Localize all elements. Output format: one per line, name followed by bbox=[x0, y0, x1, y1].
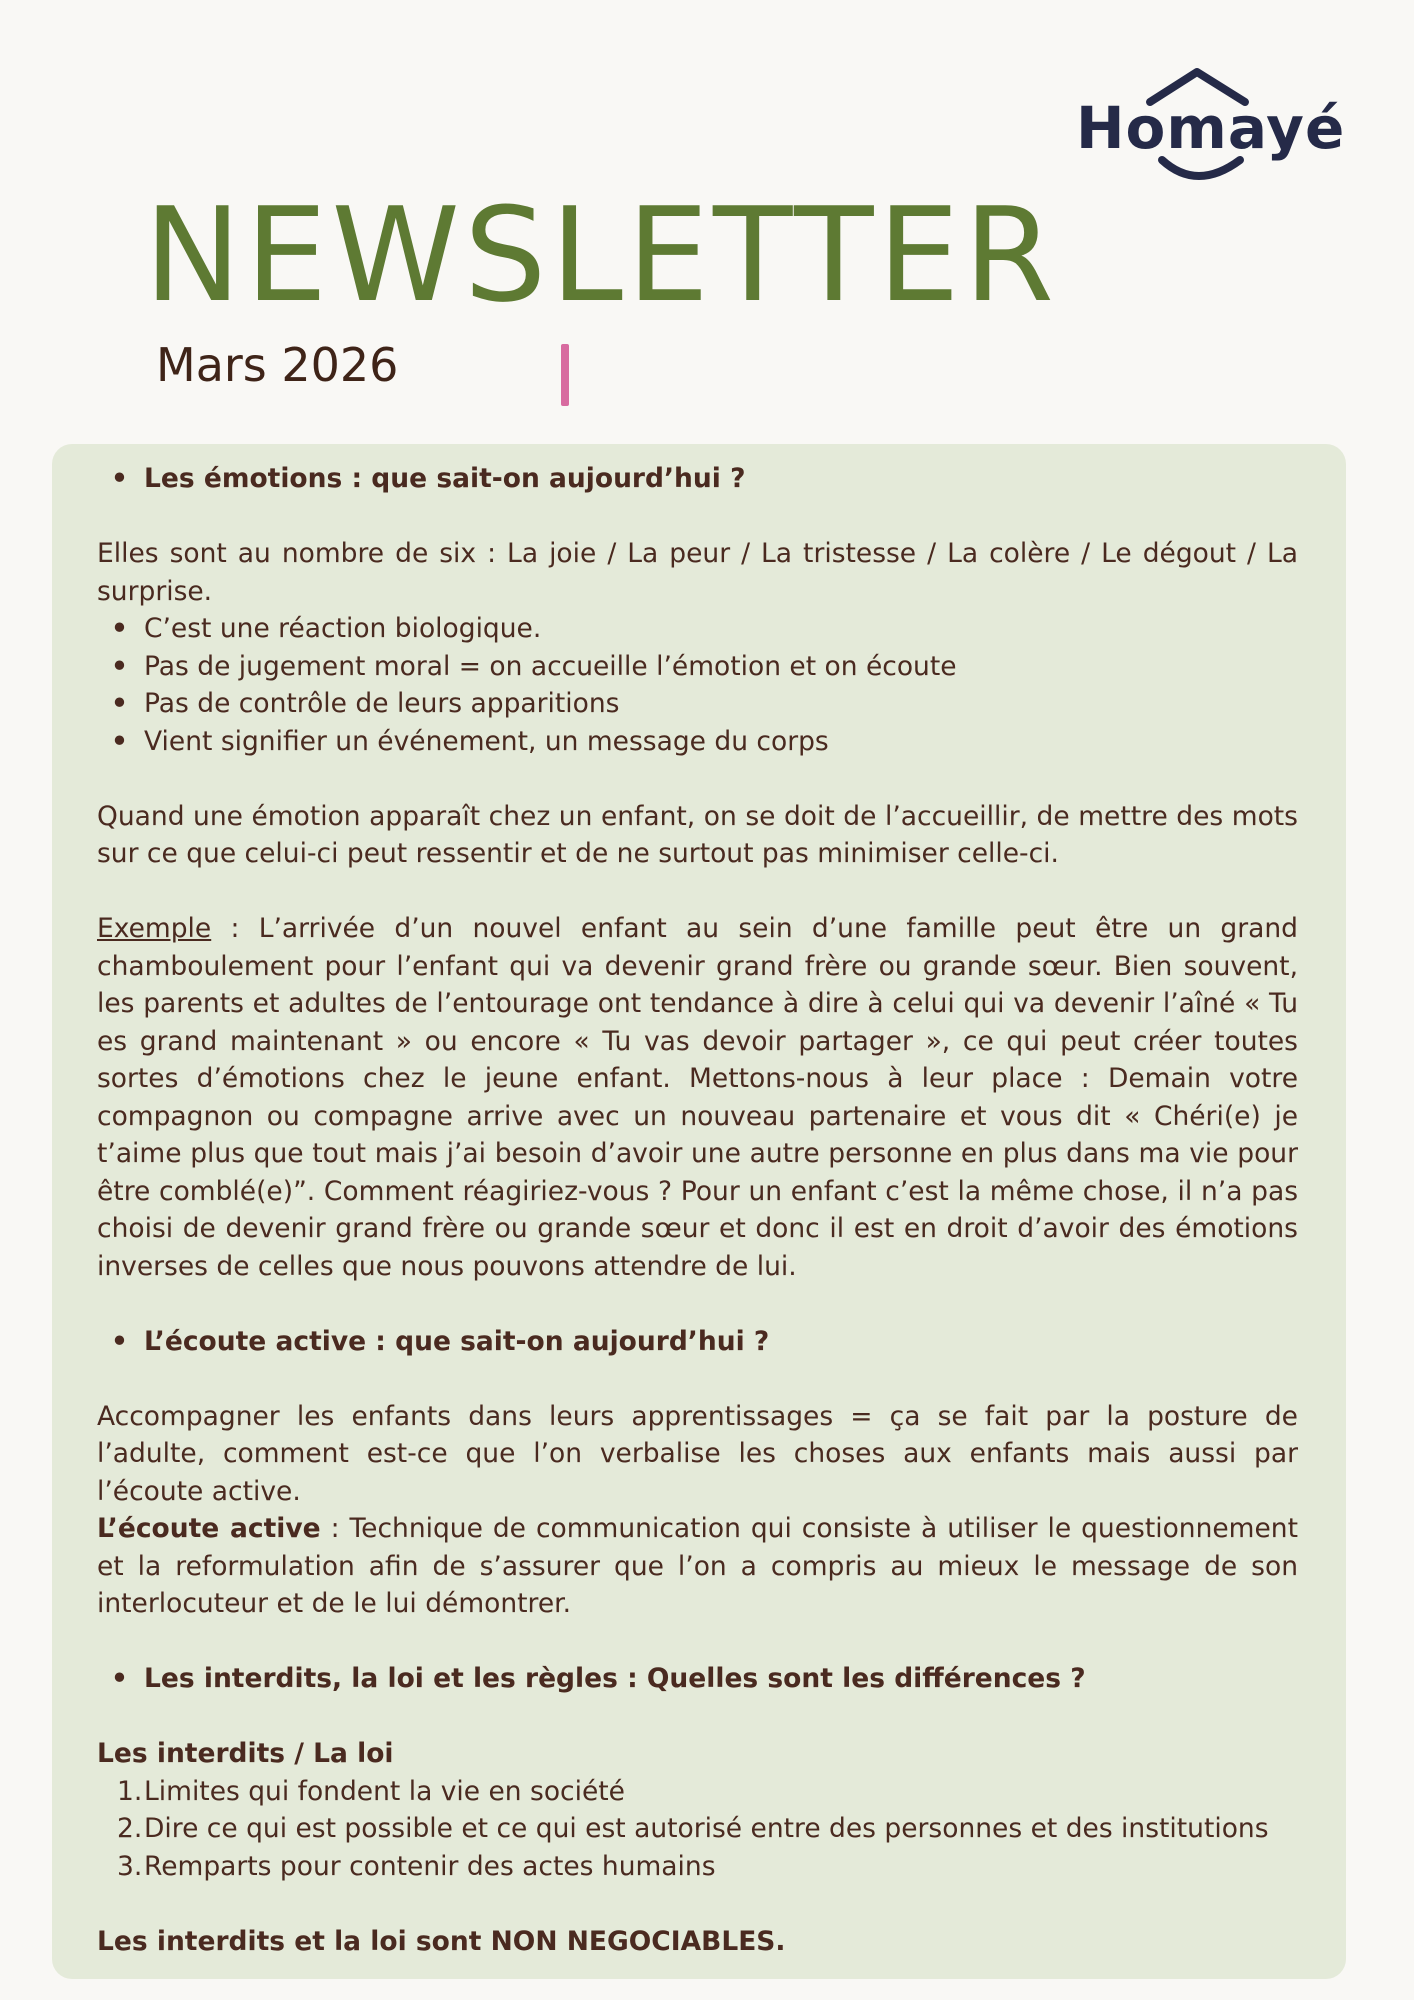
homaye-logo bbox=[1070, 62, 1370, 202]
item-number: 2. bbox=[117, 1813, 143, 1844]
newsletter-title: NEWSLETTER bbox=[144, 179, 1059, 331]
bullet-item: • Vient signifier un événement, un message du corps bbox=[97, 723, 1298, 761]
section3-conclusion: Les interdits et la loi sont NON NEGOCIABLES. bbox=[97, 1925, 786, 1957]
section3-heading-list bbox=[97, 1660, 1298, 1698]
section1-heading: • Les émotions : que sait-on aujourd’hui ? bbox=[97, 460, 1298, 498]
issue-date: Mars 2026 bbox=[156, 338, 399, 392]
content-panel bbox=[52, 444, 1346, 1979]
section3-subheading: Les interdits / La loi bbox=[97, 1738, 394, 1769]
numbered-item bbox=[97, 1848, 1298, 1886]
section3-list bbox=[97, 1773, 1298, 1886]
bullet-item: • C’est une réaction biologique. bbox=[97, 610, 1298, 648]
section1-heading-list bbox=[97, 460, 1298, 498]
section1-paragraph: Quand une émotion apparaît chez un enfant, on se doit de l’accueillir, de mettre des mots sur ce que celui-ci peut ressentir et de ne surtout pas minimiser celle-ci. bbox=[97, 800, 1298, 869]
definition-text: : Technique de communication qui consiste à utiliser le questionnement et la reformulation afin de s’assurer que l’on a compris au mieux le message de son interlocuteur et de le lui démontrer. bbox=[97, 1513, 1298, 1619]
item-text: Remparts pour contenir des actes humains bbox=[144, 1850, 716, 1882]
section2-heading-list bbox=[97, 1323, 1298, 1361]
section2-heading: • L’écoute active : que sait-on aujourd’hui ? bbox=[97, 1323, 1298, 1361]
numbered-item bbox=[97, 1810, 1298, 1848]
bullet-item: • Pas de jugement moral = on accueille l’émotion et on écoute bbox=[97, 648, 1298, 686]
example-paragraph bbox=[97, 910, 1298, 1285]
accent-bar bbox=[561, 344, 569, 406]
section3-heading: • Les interdits, la loi et les règles : Quelles sont les différences ? bbox=[97, 1660, 1298, 1698]
item-number: 1. bbox=[117, 1775, 143, 1807]
definition-term: L’écoute active bbox=[97, 1513, 321, 1544]
item-number: 3. bbox=[117, 1850, 143, 1882]
logo-wordmark: Homayé bbox=[1076, 94, 1346, 162]
example-text: : L’arrivée d’un nouvel enfant au sein d’une famille peut être un grand chamboulement pour l’enfant qui va devenir grand frère ou grande sœur. Bien souvent, les parents et adultes de l’entourage ont tendance à dire à celui qui va devenir l’aîné « Tu es grand maintenant » ou encore « Tu vas devoir partager », ce qui peut créer toutes sortes d’émotions chez le jeune enfant. Mettons-nous à leur place : Demain votre compagnon ou compagne arrive avec un nouveau partenaire et vous dit « Chéri(e) je t’aime plus que tout mais j’ai besoin d’avoir une autre personne en plus dans ma vie pour être comblé(e)”. Comment réagiriez-vous ? Pour un enfant c’est la même chose, il n’a pas choisi de devenir grand frère ou grande sœur et donc il est en droit d’avoir des émotions inverses de celles que nous pouvons attendre de lui. bbox=[97, 913, 1298, 1282]
item-text: Limites qui fondent la vie en société bbox=[144, 1775, 625, 1807]
section1-intro: Elles sont au nombre de six : La joie / La peur / La tristesse / La colère / Le dégout / La surprise. bbox=[97, 538, 1298, 607]
example-label: Exemple bbox=[97, 913, 212, 944]
numbered-item bbox=[97, 1773, 1298, 1811]
section2-paragraph: Accompagner les enfants dans leurs apprentissages = ça se fait par la posture de l’adulte, comment est-ce que l’on verbalise les choses aux enfants mais aussi par l’écoute active. bbox=[97, 1400, 1298, 1507]
bullet-item: • Pas de contrôle de leurs apparitions bbox=[97, 685, 1298, 723]
item-text: Dire ce qui est possible et ce qui est autorisé entre des personnes et des institutions bbox=[144, 1813, 1269, 1844]
definition-paragraph bbox=[97, 1510, 1298, 1623]
section1-bullets bbox=[97, 610, 1298, 760]
